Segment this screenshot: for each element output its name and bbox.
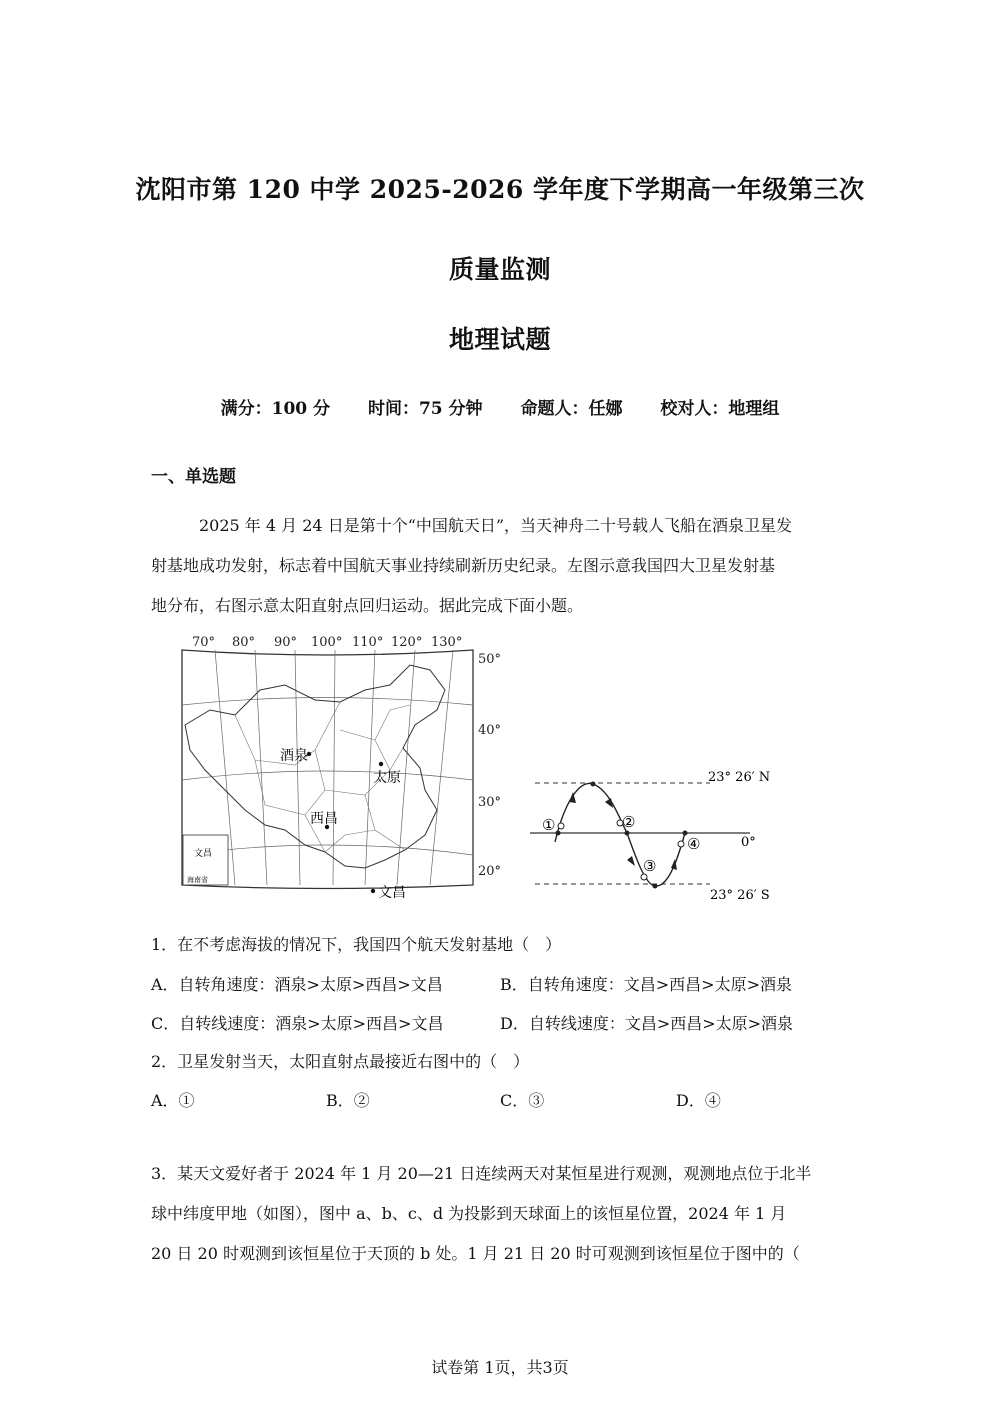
intro-line-2: 射基地成功发射，标志着中国航天事业持续刷新历史纪录。左图示意我国四大卫星发射基	[151, 556, 776, 575]
lon-label: 100°	[311, 635, 343, 650]
lon-labels	[192, 635, 462, 650]
exam-title-line2: 质量监测	[448, 255, 551, 284]
lon-label: 110°	[352, 635, 384, 650]
lat-label: 40°	[478, 723, 502, 738]
inset-label-bottom: 海南省	[187, 876, 208, 884]
lon-label: 70°	[192, 635, 216, 650]
site-label: 西昌	[310, 811, 338, 827]
path-point	[556, 831, 561, 836]
marker-label: ③	[643, 857, 657, 875]
intro-line-1: 2025 年 4 月 24 日是第十个“中国航天日”，当天神舟二十号载人飞船在酒泉卫星发	[199, 516, 793, 535]
q2-option-d[interactable]: D．④	[676, 1091, 721, 1110]
lon-label: 90°	[274, 635, 298, 650]
arrow-head	[605, 798, 613, 808]
lon-label: 80°	[232, 635, 256, 650]
lat-label: 30°	[478, 795, 502, 810]
lon-label: 120°	[391, 635, 423, 650]
section-heading: 一、单选题	[151, 467, 236, 487]
question-author: 命题人：任娜	[520, 399, 623, 419]
exam-title-line1: 沈阳市第 120 中学 2025-2026 学年度下学期高一年级第三次	[135, 175, 865, 204]
marker-label: ①	[542, 816, 556, 834]
inset-label-top: 文昌	[194, 849, 213, 859]
lat-labels	[478, 652, 501, 879]
question-1-stem: 1．在不考虑海拔的情况下，我国四个航天发射基地（ ）	[151, 935, 562, 954]
sun-direct-point-diagram	[525, 760, 780, 905]
site-marker	[379, 762, 383, 766]
exam-meta	[0, 394, 1000, 419]
path-point	[591, 782, 596, 787]
page-footer: 试卷第 1页，共3页	[431, 1358, 569, 1377]
tropic-south-label: 23° 26′ S	[710, 888, 770, 903]
full-score: 满分：100 分	[220, 399, 331, 419]
question-3-line-1: 3．某天文爱好者于 2024 年 1 月 20—21 日连续两天对某恒星进行观测，观测地点位于北半	[151, 1164, 812, 1183]
proofreader: 校对人：地理组	[660, 399, 780, 419]
china-launch-sites-map	[175, 630, 505, 905]
subject-title: 地理试题	[448, 325, 551, 354]
exam-time: 时间：75 分钟	[367, 399, 483, 419]
question-3-line-3: 20 日 20 时观测到该恒星位于天顶的 b 处。1 月 21 日 20 时可观测到该恒星位于图中的（	[151, 1244, 800, 1263]
path-point	[558, 823, 564, 829]
path-point	[678, 841, 684, 847]
equator-label: 0°	[741, 835, 756, 850]
marker-label: ②	[622, 813, 636, 831]
site-label: 文昌	[378, 885, 406, 901]
site-label: 酒泉	[280, 748, 308, 764]
q1-option-c[interactable]: C．自转线速度：酒泉>太原>西昌>文昌	[151, 1014, 444, 1033]
lat-label: 50°	[478, 652, 502, 667]
q2-option-b[interactable]: B．②	[326, 1091, 370, 1110]
marker-label: ④	[687, 835, 701, 853]
path-point	[625, 831, 630, 836]
question-3-line-2: 球中纬度甲地（如图），图中 a、b、c、d 为投影到天球面上的该恒星位置，2024 年 1 月	[151, 1204, 787, 1223]
site-marker	[371, 889, 375, 893]
intro-line-3: 地分布，右图示意太阳直射点回归运动。据此完成下面小题。	[151, 596, 584, 615]
question-2-stem: 2．卫星发射当天，太阳直射点最接近右图中的（ ）	[151, 1052, 530, 1071]
q1-option-a[interactable]: A．自转角速度：酒泉>太原>西昌>文昌	[151, 975, 443, 994]
q1-option-d[interactable]: D．自转线速度：文昌>西昌>太原>酒泉	[500, 1014, 794, 1033]
q1-option-b[interactable]: B．自转角速度：文昌>西昌>太原>酒泉	[500, 975, 792, 994]
site-label: 太原	[373, 770, 401, 786]
arrow-head	[627, 856, 635, 866]
q2-option-a[interactable]: A．①	[151, 1091, 195, 1110]
lat-label: 20°	[478, 864, 502, 879]
lon-label: 130°	[431, 635, 463, 650]
tropic-north-label: 23° 26′ N	[708, 770, 771, 785]
path-point	[653, 884, 658, 889]
q2-option-c[interactable]: C．③	[500, 1091, 545, 1110]
